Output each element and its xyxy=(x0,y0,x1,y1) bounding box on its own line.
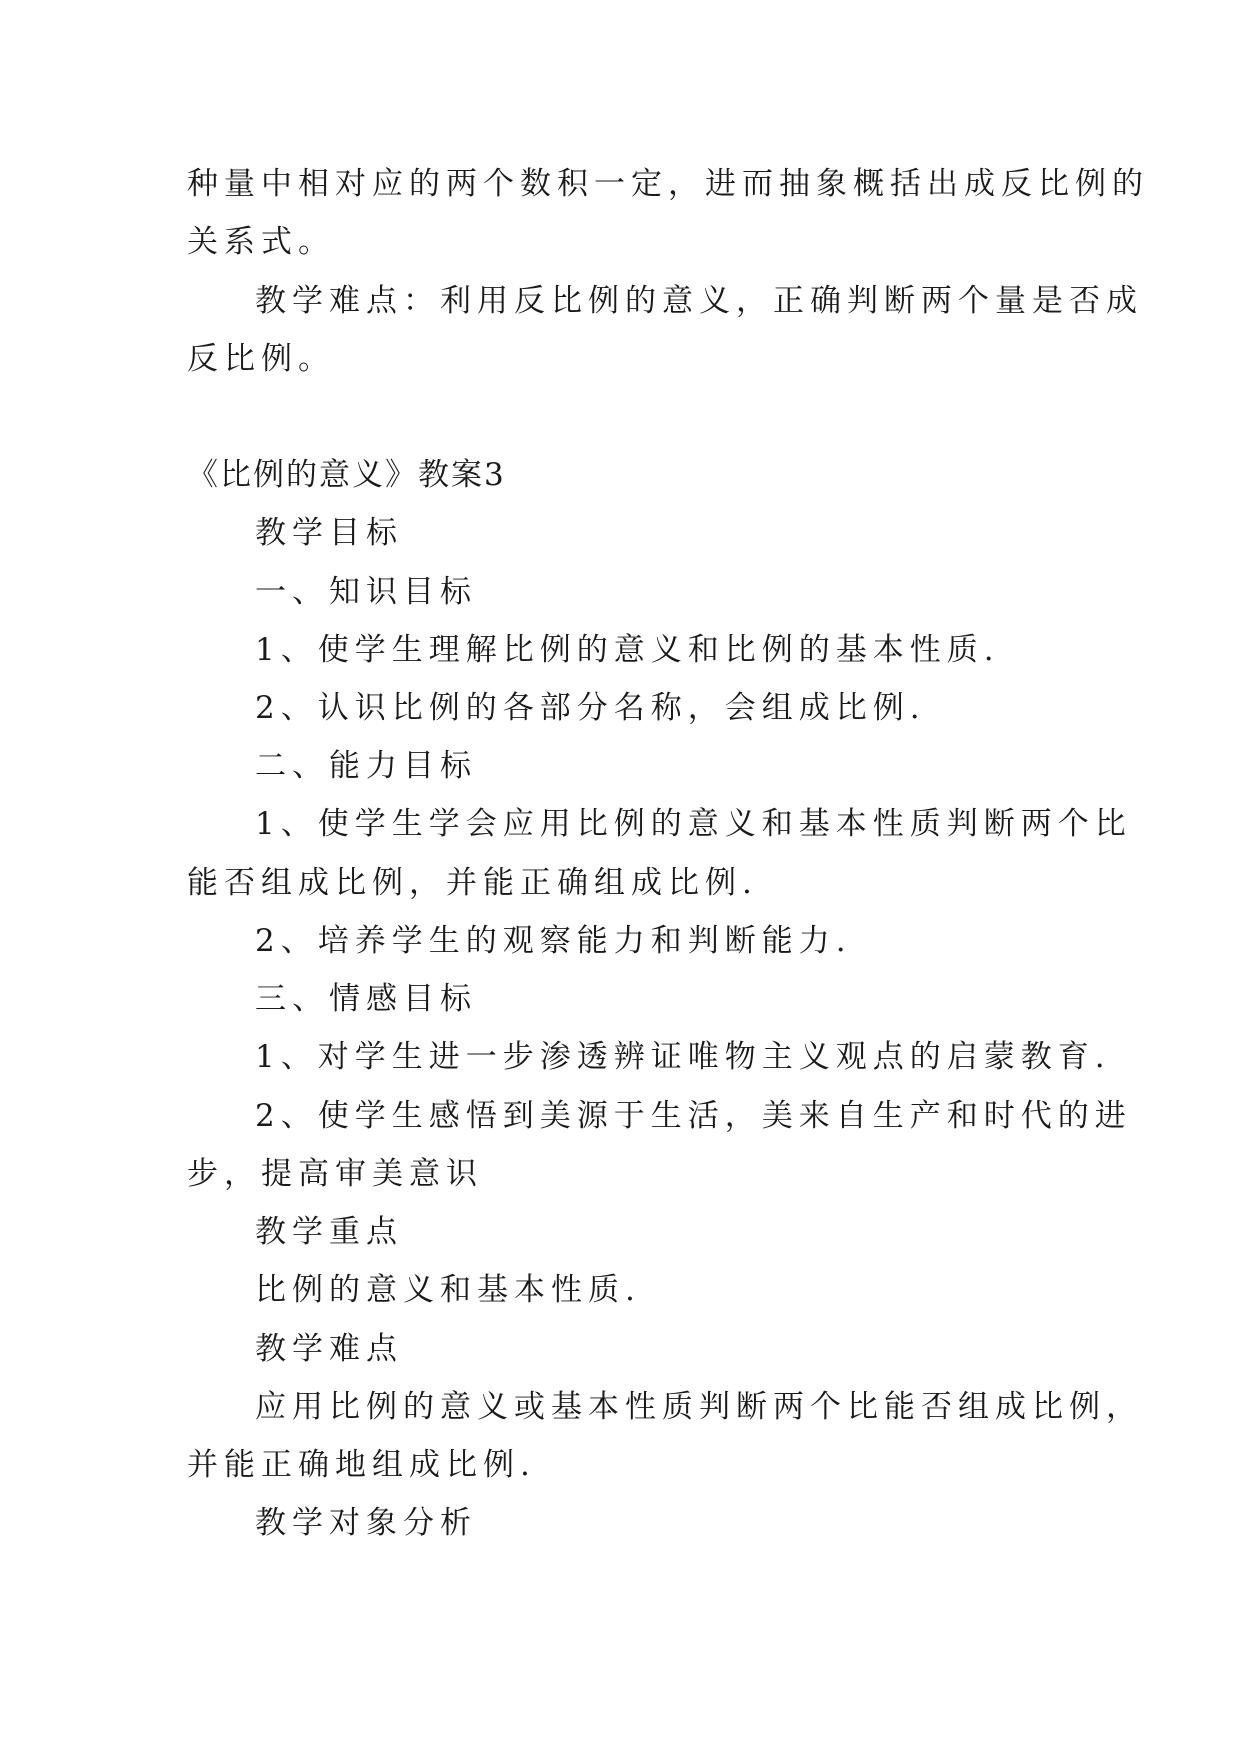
paragraph-line: 反比例。 xyxy=(187,341,335,377)
paragraph-line: 并能正确地组成比例. xyxy=(187,1447,536,1483)
subheading: 三、情感目标 xyxy=(255,981,477,1017)
list-item: 2、使学生感悟到美源于生活，美来自生产和时代的进 xyxy=(255,1098,1132,1134)
paragraph-line: 应用比例的意义或基本性质判断两个比能否组成比例， xyxy=(255,1389,1143,1425)
list-item: 1、对学生进一步渗透辨证唯物主义观点的启蒙教育. xyxy=(255,1039,1111,1075)
subheading: 二、能力目标 xyxy=(255,748,477,784)
list-item-continuation: 能否组成比例，并能正确组成比例. xyxy=(187,865,758,901)
list-item: 1、使学生理解比例的意义和比例的基本性质. xyxy=(255,632,1000,668)
paragraph-line: 教学难点：利用反比例的意义，正确判断两个量是否成 xyxy=(255,283,1143,319)
paragraph-line: 关系式。 xyxy=(187,224,335,260)
heading-difficulties: 教学难点 xyxy=(255,1331,403,1367)
list-item: 2、认识比例的各部分名称，会组成比例. xyxy=(255,690,926,726)
paragraph-line: 比例的意义和基本性质. xyxy=(255,1272,641,1308)
list-item: 1、使学生学会应用比例的意义和基本性质判断两个比 xyxy=(255,806,1132,842)
heading-key-points: 教学重点 xyxy=(255,1214,403,1250)
list-item-continuation: 步，提高审美意识 xyxy=(187,1156,483,1192)
paragraph-line: 种量中相对应的两个数积一定，进而抽象概括出成反比例的 xyxy=(187,166,1149,202)
section-title: 《比例的意义》教案3 xyxy=(187,457,506,493)
heading-teaching-goals: 教学目标 xyxy=(255,515,403,551)
subheading: 一、知识目标 xyxy=(255,574,477,610)
list-item: 2、培养学生的观察能力和判断能力. xyxy=(255,923,852,959)
heading-audience-analysis: 教学对象分析 xyxy=(255,1505,477,1541)
